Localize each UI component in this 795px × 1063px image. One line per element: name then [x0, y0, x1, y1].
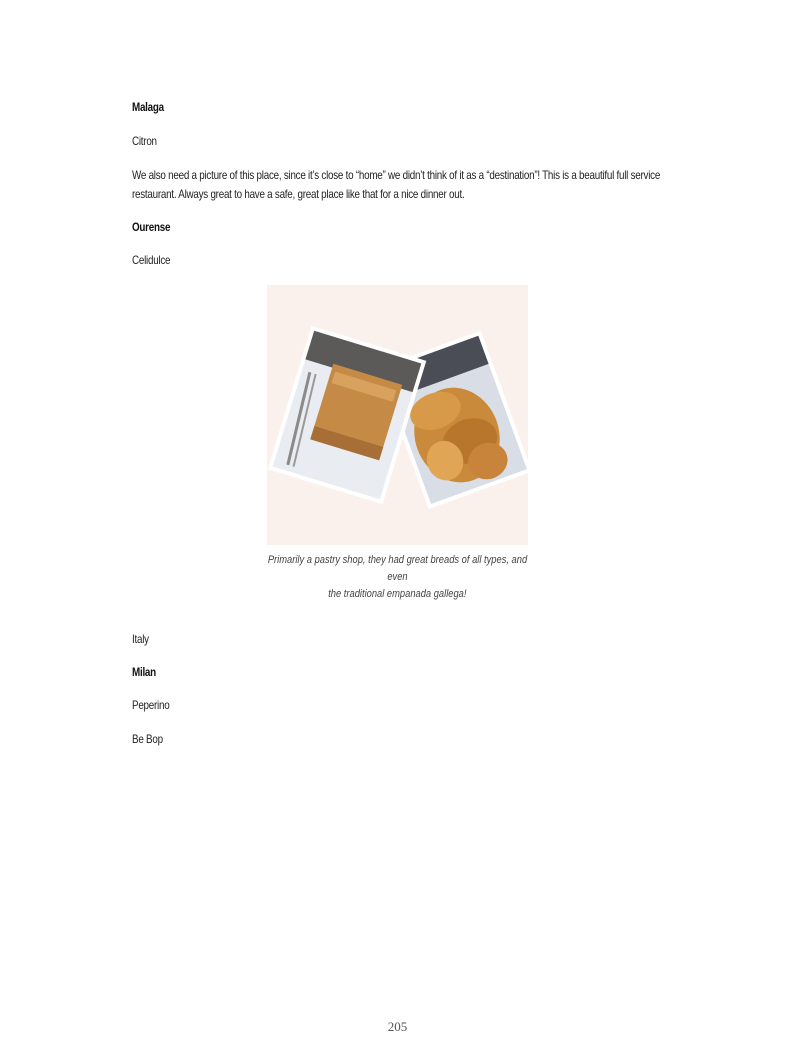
restaurant-name-bebop: Be Bop — [132, 732, 163, 746]
photo-caption — [240, 552, 555, 603]
restaurant-name-celidulce: Celidulce — [132, 253, 171, 267]
page-number: 205 — [387, 1019, 408, 1034]
description-paragraph: We also need a picture of this place, since it’s close to “home” we didn’t think of it as a “destination”! This is a beautiful full service restaurant. Always great to have a safe, great place like that for a nice dinner out. — [132, 168, 661, 201]
restaurant-name-peperino: Peperino — [132, 698, 170, 712]
caption-line-1: Primarily a pastry shop, they had great breads of all types, and even — [267, 554, 528, 583]
city-heading-malaga: Malaga — [132, 100, 164, 114]
pastry-collage-image — [267, 285, 528, 545]
restaurant-name-citron: Citron — [132, 134, 157, 148]
city-heading-ourense: Ourense — [132, 220, 171, 234]
city-heading-milan: Milan — [132, 665, 156, 679]
country-heading-italy: Italy — [132, 632, 149, 646]
caption-line-2: the traditional empanada gallega! — [328, 588, 467, 600]
pastry-photo — [267, 285, 528, 545]
